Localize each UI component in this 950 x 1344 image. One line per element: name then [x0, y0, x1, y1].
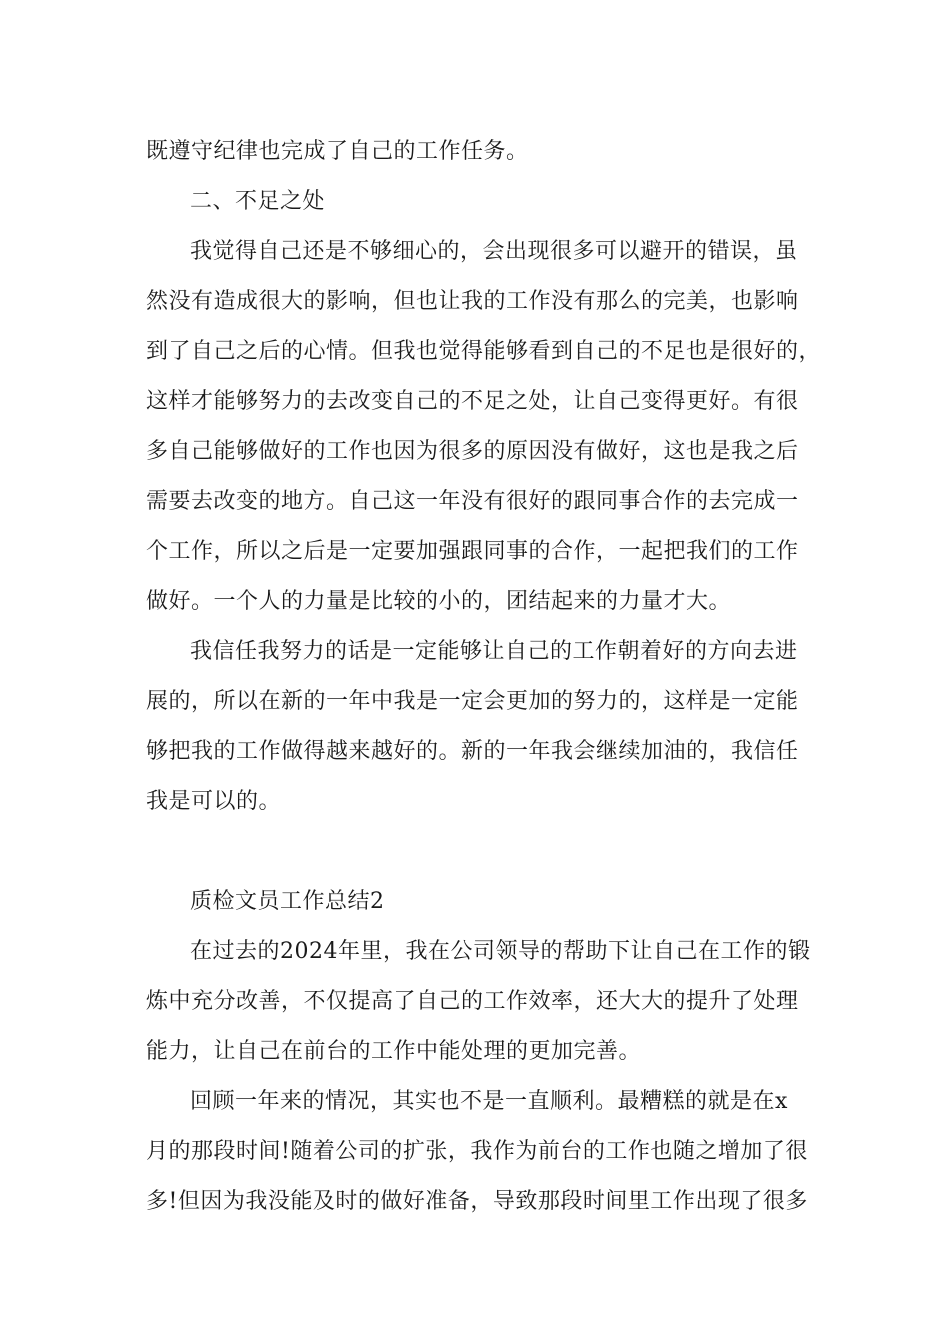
paragraph-line: 做好。一个人的力量是比较的小的，团结起来的力量才大。: [146, 589, 732, 614]
paragraph-line: 多!但因为我没能及时的做好准备，导致那段时间里工作出现了很多: [146, 1189, 808, 1214]
paragraph-line: 多自己能够做好的工作也因为很多的原因没有做好，这也是我之后: [146, 439, 799, 464]
paragraph-line: 我信任我努力的话是一定能够让自己的工作朝着好的方向去进: [190, 639, 798, 664]
paragraph-line: 然没有造成很大的影响，但也让我的工作没有那么的完美，也影响: [146, 289, 799, 314]
paragraph-line: 我是可以的。: [146, 789, 282, 814]
paragraph-line: 够把我的工作做得越来越好的。新的一年我会继续加油的，我信任: [146, 739, 799, 764]
paragraph-line: 在过去的2024年里，我在公司领导的帮助下让自己在工作的锻: [190, 939, 811, 964]
paragraph-line: 我觉得自己还是不够细心的，会出现很多可以避开的错误，虽: [190, 239, 798, 264]
paragraph-line: 展的，所以在新的一年中我是一定会更加的努力的，这样是一定能: [146, 689, 799, 714]
article-title: 质检文员工作总结2: [190, 889, 385, 914]
document-page: [146, 127, 822, 1227]
paragraph-line: 回顾一年来的情况，其实也不是一直顺利。最糟糕的就是在x: [190, 1089, 788, 1114]
paragraph-line: 需要去改变的地方。自己这一年没有很好的跟同事合作的去完成一: [146, 489, 799, 514]
blank-line: [146, 827, 808, 877]
paragraph-line: 炼中充分改善，不仅提高了自己的工作效率，还大大的提升了处理: [146, 989, 799, 1014]
paragraph-line: 能力，让自己在前台的工作中能处理的更加完善。: [146, 1039, 642, 1064]
paragraph-line: 个工作，所以之后是一定要加强跟同事的合作，一起把我们的工作: [146, 539, 799, 564]
paragraph-line: 月的那段时间!随着公司的扩张，我作为前台的工作也随之增加了很: [146, 1139, 808, 1164]
section-heading: 二、不足之处: [190, 189, 326, 214]
paragraph-line: 这样才能够努力的去改变自己的不足之处，让自己变得更好。有很: [146, 389, 799, 414]
paragraph-line: 到了自己之后的心情。但我也觉得能够看到自己的不足也是很好的，: [146, 339, 822, 364]
paragraph-line: 既遵守纪律也完成了自己的工作任务。: [146, 139, 529, 164]
